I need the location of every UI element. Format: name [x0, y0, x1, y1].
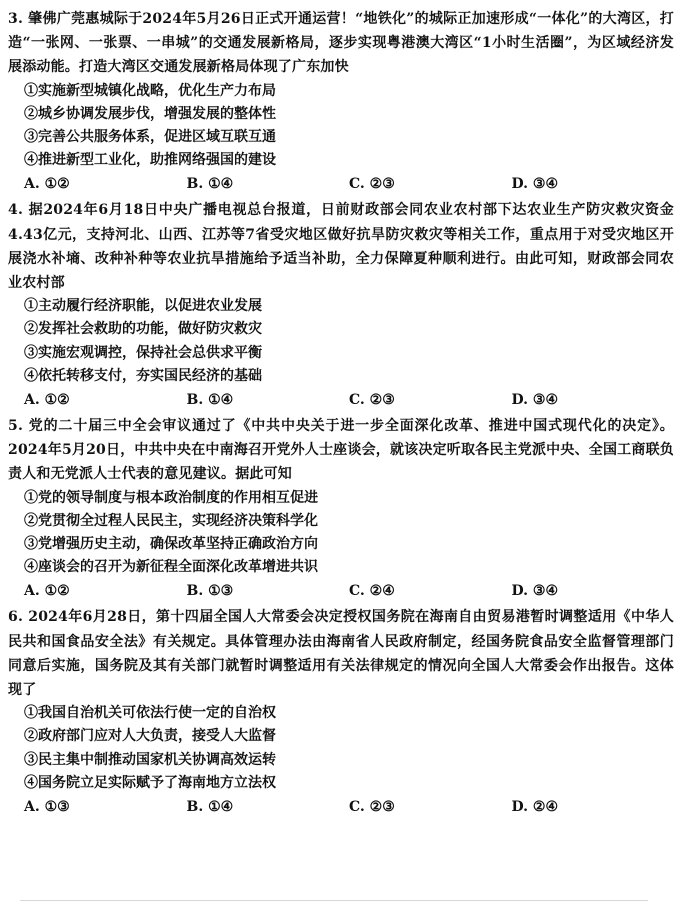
choice-c[interactable]: C. ②③: [349, 799, 395, 816]
choice-c[interactable]: C. ②③: [349, 392, 395, 409]
statement-2: ②政府部门应对人大负责，接受人大监督: [24, 728, 276, 745]
choice-c[interactable]: C. ②④: [349, 583, 395, 600]
statement-3: ③民主集中制推动国家机关协调高效运转: [24, 751, 276, 768]
choice-b[interactable]: B. ①④: [186, 392, 234, 409]
question-stem: 3. 肇佛广莞惠城际于2024年5月26日正式开通运营！“地铁化”的城际正加速形成“一体化”的大湾区，打造“一张网、一张票、一串城”的交通发展新格局，逐步实现粤港澳大湾区“1小时生活圈”，为区域经济发展添动能。打造大湾区交通发展新格局体现了广东加快: [8, 11, 674, 76]
statement-4: ④国务院立足实际赋予了海南地方立法权: [24, 774, 276, 791]
choice-b[interactable]: B. ①③: [186, 583, 234, 600]
answer-choices: [8, 172, 674, 196]
statement-4: ④依托转移支付，夯实国民经济的基础: [24, 367, 262, 384]
statement-1: ①我国自治机关可依法行使一定的自治权: [24, 705, 276, 722]
statement-3: ③完善公共服务体系，促进区域互联互通: [24, 129, 276, 146]
statement-3: ③实施宏观调控，保持社会总供求平衡: [24, 344, 262, 361]
statement-1: ①实施新型城镇化战略，优化生产力布局: [24, 82, 276, 99]
choice-c[interactable]: C. ②③: [349, 176, 395, 193]
answer-choices: [8, 579, 674, 603]
question-stem: 6. 2024年6月28日，第十四届全国人大常委会决定授权国务院在海南自由贸易港暂时调整适用《中华人民共和国食品安全法》有关规定。具体管理办法由海南省人民政府制定，经国务院食品安全监督管理部门同意后实施，国务院及其有关部门就暂时调整适用有关法律规定的情况向全国人大常委会作出报告。这体现了: [8, 609, 674, 699]
statement-2: ②发挥社会救助的功能，做好防灾救灾: [24, 321, 262, 338]
choice-a[interactable]: A. ①②: [24, 176, 70, 193]
choice-d[interactable]: D. ③④: [511, 583, 558, 600]
statement-4: ④座谈会的召开为新征程全面深化改革增进共识: [24, 559, 318, 576]
page-bottom-divider: [20, 900, 648, 901]
statement-2: ②城乡协调发展步伐，增强发展的整体性: [24, 105, 276, 122]
choice-b[interactable]: B. ①④: [186, 799, 234, 816]
statement-2: ②党贯彻全过程人民民主，实现经济决策科学化: [24, 512, 318, 529]
statement-3: ③党增强历史主动，确保改革坚持正确政治方向: [24, 536, 318, 553]
choice-d[interactable]: D. ②④: [511, 799, 558, 816]
choice-a[interactable]: A. ①③: [24, 799, 70, 816]
choice-a[interactable]: A. ①②: [24, 583, 70, 600]
choice-a[interactable]: A. ①②: [24, 392, 70, 409]
question-stem: 5. 党的二十届三中全会审议通过了《中共中央关于进一步全面深化改革、推进中国式现代化的决定》。2024年5月20日，中共中央在中南海召开党外人士座谈会，就该决定听取各民主党派中央、全国工商联负责人和无党派人士代表的意见建议。据此可知: [8, 418, 674, 483]
choice-d[interactable]: D. ③④: [511, 176, 558, 193]
question-6: [8, 605, 674, 819]
statement-1: ①党的领导制度与根本政治制度的作用相互促进: [24, 489, 318, 506]
answer-choices: [8, 795, 674, 819]
question-3: [8, 7, 674, 196]
statement-1: ①主动履行经济职能，以促进农业发展: [24, 298, 262, 315]
choice-d[interactable]: D. ③④: [511, 392, 558, 409]
question-stem: 4. 据2024年6月18日中央广播电视总台报道，日前财政部会同农业农村部下达农业生产防灾救灾资金4.43亿元，支持河北、山西、江苏等7省受灾地区做好抗旱防灾救灾等相关工作，重点用于对受灾地区开展浇水补墒、改种补种等农业抗旱措施给予适当补助，全力保障夏种顺利进行。由此可知，财政部会同农业农村部: [8, 202, 674, 292]
question-4: [8, 198, 674, 412]
answer-choices: [8, 388, 674, 412]
question-5: [8, 414, 674, 603]
statement-4: ④推进新型工业化，助推网络强国的建设: [24, 152, 276, 169]
choice-b[interactable]: B. ①④: [186, 176, 234, 193]
